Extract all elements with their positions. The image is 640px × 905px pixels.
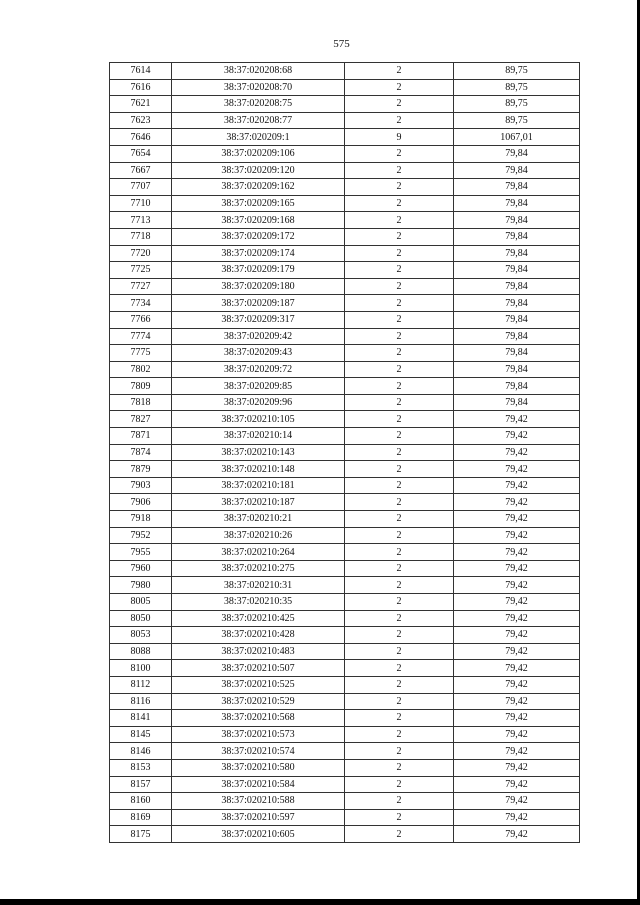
area-cell: 79,42 <box>454 527 580 544</box>
cadastral-number-cell: 38:37:020210:580 <box>172 759 345 776</box>
area-cell: 79,84 <box>454 311 580 328</box>
area-cell: 89,75 <box>454 112 580 129</box>
scan-border-bottom <box>0 899 640 905</box>
quantity-cell: 2 <box>345 112 454 129</box>
table-row <box>110 560 580 577</box>
area-cell: 79,42 <box>454 809 580 826</box>
table-row <box>110 96 580 113</box>
area-cell: 79,42 <box>454 693 580 710</box>
table-row <box>110 809 580 826</box>
quantity-cell: 2 <box>345 278 454 295</box>
cadastral-number-cell: 38:37:020209:1 <box>172 129 345 146</box>
row-number-cell: 7918 <box>110 511 172 528</box>
area-cell: 79,42 <box>454 759 580 776</box>
area-cell: 79,84 <box>454 162 580 179</box>
row-number-cell: 7775 <box>110 345 172 362</box>
area-cell: 79,42 <box>454 710 580 727</box>
area-cell: 79,42 <box>454 461 580 478</box>
quantity-cell: 2 <box>345 328 454 345</box>
quantity-cell: 2 <box>345 560 454 577</box>
area-cell: 79,42 <box>454 776 580 793</box>
table-row <box>110 162 580 179</box>
area-cell: 79,42 <box>454 544 580 561</box>
row-number-cell: 7874 <box>110 444 172 461</box>
area-cell: 79,42 <box>454 610 580 627</box>
row-number-cell: 7718 <box>110 228 172 245</box>
table-row <box>110 129 580 146</box>
table-row <box>110 643 580 660</box>
table-row <box>110 544 580 561</box>
quantity-cell: 2 <box>345 212 454 229</box>
row-number-cell: 8169 <box>110 809 172 826</box>
quantity-cell: 2 <box>345 179 454 196</box>
table-row <box>110 79 580 96</box>
row-number-cell: 7621 <box>110 96 172 113</box>
row-number-cell: 7980 <box>110 577 172 594</box>
table-row <box>110 477 580 494</box>
area-cell: 79,42 <box>454 411 580 428</box>
quantity-cell: 2 <box>345 444 454 461</box>
row-number-cell: 8157 <box>110 776 172 793</box>
table-row <box>110 494 580 511</box>
quantity-cell: 2 <box>345 594 454 611</box>
cadastral-number-cell: 38:37:020210:31 <box>172 577 345 594</box>
cadastral-number-cell: 38:37:020209:96 <box>172 394 345 411</box>
cadastral-number-cell: 38:37:020209:172 <box>172 228 345 245</box>
area-cell: 79,84 <box>454 228 580 245</box>
quantity-cell: 2 <box>345 477 454 494</box>
quantity-cell: 2 <box>345 726 454 743</box>
quantity-cell: 2 <box>345 428 454 445</box>
quantity-cell: 2 <box>345 676 454 693</box>
registry-table <box>109 62 580 843</box>
table-row <box>110 262 580 279</box>
row-number-cell: 8175 <box>110 826 172 843</box>
row-number-cell: 7955 <box>110 544 172 561</box>
table-row <box>110 693 580 710</box>
table-row <box>110 527 580 544</box>
cadastral-number-cell: 38:37:020209:187 <box>172 295 345 312</box>
quantity-cell: 2 <box>345 378 454 395</box>
row-number-cell: 7952 <box>110 527 172 544</box>
row-number-cell: 7623 <box>110 112 172 129</box>
table-row <box>110 594 580 611</box>
row-number-cell: 8145 <box>110 726 172 743</box>
quantity-cell: 2 <box>345 262 454 279</box>
quantity-cell: 2 <box>345 610 454 627</box>
cadastral-number-cell: 38:37:020210:428 <box>172 627 345 644</box>
table-row <box>110 361 580 378</box>
area-cell: 79,42 <box>454 627 580 644</box>
row-number-cell: 7734 <box>110 295 172 312</box>
row-number-cell: 7667 <box>110 162 172 179</box>
table-row <box>110 112 580 129</box>
cadastral-number-cell: 38:37:020210:275 <box>172 560 345 577</box>
area-cell: 79,42 <box>454 428 580 445</box>
area-cell: 89,75 <box>454 79 580 96</box>
quantity-cell: 2 <box>345 809 454 826</box>
cadastral-number-cell: 38:37:020209:180 <box>172 278 345 295</box>
cadastral-number-cell: 38:37:020210:148 <box>172 461 345 478</box>
table-row <box>110 428 580 445</box>
quantity-cell: 2 <box>345 461 454 478</box>
row-number-cell: 8160 <box>110 793 172 810</box>
table-row <box>110 726 580 743</box>
table-row <box>110 278 580 295</box>
row-number-cell: 7646 <box>110 129 172 146</box>
quantity-cell: 2 <box>345 793 454 810</box>
cadastral-number-cell: 38:37:020210:525 <box>172 676 345 693</box>
area-cell: 79,42 <box>454 793 580 810</box>
cadastral-number-cell: 38:37:020210:588 <box>172 793 345 810</box>
quantity-cell: 2 <box>345 511 454 528</box>
cadastral-number-cell: 38:37:020210:181 <box>172 477 345 494</box>
table-row <box>110 461 580 478</box>
area-cell: 89,75 <box>454 96 580 113</box>
table-row <box>110 710 580 727</box>
area-cell: 79,42 <box>454 743 580 760</box>
area-cell: 79,84 <box>454 145 580 162</box>
row-number-cell: 8088 <box>110 643 172 660</box>
area-cell: 79,84 <box>454 262 580 279</box>
quantity-cell: 2 <box>345 826 454 843</box>
area-cell: 79,42 <box>454 726 580 743</box>
area-cell: 79,84 <box>454 212 580 229</box>
cadastral-number-cell: 38:37:020210:597 <box>172 809 345 826</box>
cadastral-number-cell: 38:37:020209:317 <box>172 311 345 328</box>
quantity-cell: 2 <box>345 759 454 776</box>
area-cell: 79,42 <box>454 444 580 461</box>
table-row <box>110 145 580 162</box>
table-row <box>110 511 580 528</box>
table-row <box>110 179 580 196</box>
cadastral-number-cell: 38:37:020208:70 <box>172 79 345 96</box>
row-number-cell: 7614 <box>110 63 172 80</box>
row-number-cell: 7725 <box>110 262 172 279</box>
cadastral-number-cell: 38:37:020208:75 <box>172 96 345 113</box>
quantity-cell: 2 <box>345 577 454 594</box>
quantity-cell: 2 <box>345 63 454 80</box>
table-row <box>110 378 580 395</box>
cadastral-number-cell: 38:37:020209:42 <box>172 328 345 345</box>
row-number-cell: 8153 <box>110 759 172 776</box>
quantity-cell: 2 <box>345 195 454 212</box>
cadastral-number-cell: 38:37:020209:162 <box>172 179 345 196</box>
area-cell: 79,42 <box>454 826 580 843</box>
table-row <box>110 195 580 212</box>
row-number-cell: 8005 <box>110 594 172 611</box>
cadastral-number-cell: 38:37:020209:120 <box>172 162 345 179</box>
quantity-cell: 2 <box>345 544 454 561</box>
cadastral-number-cell: 38:37:020210:507 <box>172 660 345 677</box>
table-row <box>110 759 580 776</box>
row-number-cell: 7960 <box>110 560 172 577</box>
page-number: 575 <box>333 38 350 50</box>
table-row <box>110 776 580 793</box>
table-row <box>110 793 580 810</box>
table-row <box>110 660 580 677</box>
quantity-cell: 2 <box>345 79 454 96</box>
cadastral-number-cell: 38:37:020210:573 <box>172 726 345 743</box>
row-number-cell: 8112 <box>110 676 172 693</box>
area-cell: 79,84 <box>454 295 580 312</box>
table-row <box>110 228 580 245</box>
quantity-cell: 2 <box>345 660 454 677</box>
table-row <box>110 577 580 594</box>
area-cell: 79,84 <box>454 245 580 262</box>
cadastral-number-cell: 38:37:020209:165 <box>172 195 345 212</box>
table-row <box>110 311 580 328</box>
cadastral-number-cell: 38:37:020210:529 <box>172 693 345 710</box>
area-cell: 79,42 <box>454 477 580 494</box>
table-row <box>110 245 580 262</box>
row-number-cell: 8100 <box>110 660 172 677</box>
row-number-cell: 7710 <box>110 195 172 212</box>
table-row <box>110 295 580 312</box>
table-row <box>110 743 580 760</box>
cadastral-number-cell: 38:37:020210:21 <box>172 511 345 528</box>
area-cell: 79,84 <box>454 195 580 212</box>
quantity-cell: 2 <box>345 643 454 660</box>
quantity-cell: 9 <box>345 129 454 146</box>
cadastral-number-cell: 38:37:020210:605 <box>172 826 345 843</box>
quantity-cell: 2 <box>345 527 454 544</box>
quantity-cell: 2 <box>345 776 454 793</box>
cadastral-number-cell: 38:37:020210:568 <box>172 710 345 727</box>
area-cell: 79,84 <box>454 361 580 378</box>
row-number-cell: 7827 <box>110 411 172 428</box>
area-cell: 79,84 <box>454 394 580 411</box>
quantity-cell: 2 <box>345 361 454 378</box>
quantity-cell: 2 <box>345 345 454 362</box>
quantity-cell: 2 <box>345 627 454 644</box>
row-number-cell: 7774 <box>110 328 172 345</box>
quantity-cell: 2 <box>345 295 454 312</box>
cadastral-number-cell: 38:37:020210:483 <box>172 643 345 660</box>
table-row <box>110 411 580 428</box>
cadastral-number-cell: 38:37:020209:43 <box>172 345 345 362</box>
area-cell: 79,84 <box>454 378 580 395</box>
row-number-cell: 7654 <box>110 145 172 162</box>
cadastral-number-cell: 38:37:020210:264 <box>172 544 345 561</box>
area-cell: 79,42 <box>454 511 580 528</box>
quantity-cell: 2 <box>345 145 454 162</box>
cadastral-number-cell: 38:37:020210:425 <box>172 610 345 627</box>
cadastral-number-cell: 38:37:020210:187 <box>172 494 345 511</box>
cadastral-number-cell: 38:37:020209:179 <box>172 262 345 279</box>
row-number-cell: 8050 <box>110 610 172 627</box>
row-number-cell: 7871 <box>110 428 172 445</box>
row-number-cell: 7802 <box>110 361 172 378</box>
area-cell: 79,42 <box>454 676 580 693</box>
cadastral-number-cell: 38:37:020209:168 <box>172 212 345 229</box>
row-number-cell: 8116 <box>110 693 172 710</box>
row-number-cell: 7809 <box>110 378 172 395</box>
table-row <box>110 328 580 345</box>
cadastral-number-cell: 38:37:020210:143 <box>172 444 345 461</box>
area-cell: 79,42 <box>454 594 580 611</box>
cadastral-number-cell: 38:37:020208:77 <box>172 112 345 129</box>
table-row <box>110 826 580 843</box>
quantity-cell: 2 <box>345 693 454 710</box>
registry-table-body <box>110 63 580 843</box>
quantity-cell: 2 <box>345 311 454 328</box>
cadastral-number-cell: 38:37:020210:584 <box>172 776 345 793</box>
area-cell: 79,42 <box>454 494 580 511</box>
table-row <box>110 444 580 461</box>
row-number-cell: 7906 <box>110 494 172 511</box>
area-cell: 79,42 <box>454 577 580 594</box>
row-number-cell: 7707 <box>110 179 172 196</box>
area-cell: 79,84 <box>454 328 580 345</box>
cadastral-number-cell: 38:37:020208:68 <box>172 63 345 80</box>
area-cell: 89,75 <box>454 63 580 80</box>
quantity-cell: 2 <box>345 411 454 428</box>
row-number-cell: 7818 <box>110 394 172 411</box>
cadastral-number-cell: 38:37:020210:35 <box>172 594 345 611</box>
cadastral-number-cell: 38:37:020210:26 <box>172 527 345 544</box>
area-cell: 1067,01 <box>454 129 580 146</box>
row-number-cell: 7903 <box>110 477 172 494</box>
quantity-cell: 2 <box>345 743 454 760</box>
row-number-cell: 7727 <box>110 278 172 295</box>
row-number-cell: 7720 <box>110 245 172 262</box>
quantity-cell: 2 <box>345 494 454 511</box>
row-number-cell: 7616 <box>110 79 172 96</box>
row-number-cell: 8146 <box>110 743 172 760</box>
table-row <box>110 610 580 627</box>
row-number-cell: 8141 <box>110 710 172 727</box>
table-row <box>110 676 580 693</box>
area-cell: 79,84 <box>454 345 580 362</box>
cadastral-number-cell: 38:37:020209:72 <box>172 361 345 378</box>
cadastral-number-cell: 38:37:020210:574 <box>172 743 345 760</box>
area-cell: 79,42 <box>454 643 580 660</box>
quantity-cell: 2 <box>345 394 454 411</box>
quantity-cell: 2 <box>345 245 454 262</box>
area-cell: 79,42 <box>454 660 580 677</box>
area-cell: 79,84 <box>454 278 580 295</box>
quantity-cell: 2 <box>345 96 454 113</box>
cadastral-number-cell: 38:37:020209:174 <box>172 245 345 262</box>
row-number-cell: 7879 <box>110 461 172 478</box>
table-row <box>110 212 580 229</box>
table-row <box>110 627 580 644</box>
area-cell: 79,84 <box>454 179 580 196</box>
row-number-cell: 7766 <box>110 311 172 328</box>
table-row <box>110 394 580 411</box>
row-number-cell: 8053 <box>110 627 172 644</box>
cadastral-number-cell: 38:37:020209:106 <box>172 145 345 162</box>
table-row <box>110 345 580 362</box>
area-cell: 79,42 <box>454 560 580 577</box>
quantity-cell: 2 <box>345 162 454 179</box>
quantity-cell: 2 <box>345 710 454 727</box>
row-number-cell: 7713 <box>110 212 172 229</box>
quantity-cell: 2 <box>345 228 454 245</box>
cadastral-number-cell: 38:37:020209:85 <box>172 378 345 395</box>
table-row <box>110 63 580 80</box>
cadastral-number-cell: 38:37:020210:105 <box>172 411 345 428</box>
cadastral-number-cell: 38:37:020210:14 <box>172 428 345 445</box>
